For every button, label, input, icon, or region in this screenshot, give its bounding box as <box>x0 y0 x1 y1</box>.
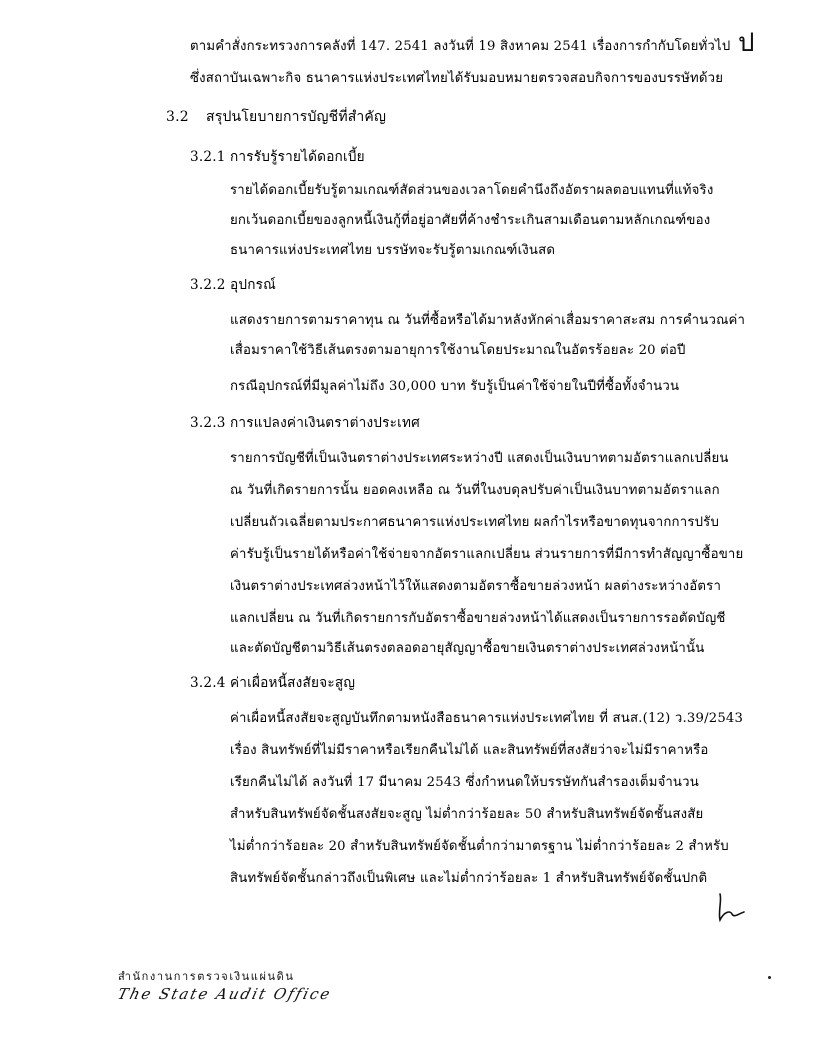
footer-thai: สำนักงานการตรวจเงินแผ่นดิน <box>118 970 295 983</box>
subsection-heading <box>190 148 365 166</box>
subsection-title: การแปลงค่าเงินตราต่างประเทศ <box>230 415 420 431</box>
intro-line: ตามคำสั่งกระทรวงการคลังที่ 147. 2541 ลงวันที่ 19 สิงหาคม 2541 เรื่องการกำกับโดยทั่วไป <box>190 39 731 54</box>
paragraph-line: กรณีอุปกรณ์ที่มีมูลค่าไม่ถึง 30,000 บาท รับรู้เป็นค่าใช้จ่ายในปีที่ซื้อทั้งจำนวน <box>230 379 680 394</box>
paragraph-line: เรียกคืนไม่ได้ ลงวันที่ 17 มีนาคม 2543 ซึ่งกำหนดให้บรรษัทกันสำรองเต็มจำนวน <box>230 775 699 790</box>
subsection-number: 3.2.2 <box>190 277 226 293</box>
handwritten-initial-icon <box>712 890 748 926</box>
paragraph-line: แสดงรายการตามราคาทุน ณ วันที่ซื้อหรือได้มาหลังหักค่าเสื่อมราคาสะสม การคำนวณค่า <box>230 313 746 328</box>
paragraph-line: แลกเปลี่ยน ณ วันที่เกิดรายการกับอัตราซื้อขายล่วงหน้าได้แสดงเป็นรายการรอตัดบัญชี <box>230 611 726 626</box>
subsection-number: 3.2.3 <box>190 415 226 431</box>
paragraph-line: และตัดบัญชีตามวิธีเส้นตรงตลอดอายุสัญญาซื้อขายเงินตราต่างประเทศล่วงหน้านั้น <box>230 641 705 656</box>
footer-english: The State Audit Office <box>115 985 334 1003</box>
subsection-number: 3.2.4 <box>190 675 226 691</box>
paragraph-line: สินทรัพย์จัดชั้นกล่าวถึงเป็นพิเศษ และไม่ต่ำกว่าร้อยละ 1 สำหรับสินทรัพย์จัดชั้นปกติ <box>230 871 708 886</box>
paragraph-line: รายได้ดอกเบี้ยรับรู้ตามเกณฑ์สัดส่วนของเวลาโดยคำนึงถึงอัตราผลตอบแทนที่แท้จริง <box>230 183 714 198</box>
paragraph-line: เปลี่ยนถัวเฉลี่ยตามประกาศธนาคารแห่งประเทศไทย ผลกำไรหรือขาดทุนจากการปรับ <box>230 515 720 530</box>
paragraph-line: เสื่อมราคาใช้วิธีเส้นตรงตามอายุการใช้งานโดยประมาณในอัตรร้อยละ 20 ต่อปี <box>230 343 686 358</box>
subsection-heading <box>190 414 420 432</box>
paragraph-line: รายการบัญชีที่เป็นเงินตราต่างประเทศระหว่างปี แสดงเป็นเงินบาทตามอัตราแลกเปลี่ยน <box>230 451 729 466</box>
subsection-title: ค่าเผื่อหนี้สงสัยจะสูญ <box>230 675 356 691</box>
speck <box>768 976 771 979</box>
paragraph-line: สำหรับสินทรัพย์จัดชั้นสงสัยจะสูญ ไม่ต่ำกว่าร้อยละ 50 สำหรับสินทรัพย์จัดชั้นสงสัย <box>230 807 704 822</box>
paragraph-line: เรื่อง สินทรัพย์ที่ไม่มีราคาหรือเรียกคืนไม่ได้ และสินทรัพย์ที่สงสัยว่าจะไม่มีราคาหรือ <box>230 743 709 758</box>
paragraph-line: ค่าเผื่อหนี้สงสัยจะสูญบันทึกตามหนังสือธนาคารแห่งประเทศไทย ที่ สนส.(12) ว.39/2543 <box>230 711 744 726</box>
paragraph-line: ค่ารับรู้เป็นรายได้หรือค่าใช้จ่ายจากอัตราแลกเปลี่ยน ส่วนรายการที่มีการทำสัญญาซื้อขาย <box>230 547 744 562</box>
intro-line: ซึ่งสถาบันเฉพาะกิจ ธนาคารแห่งประเทศไทยได้รับมอบหมายตรวจสอบกิจการของบรรษัทด้วย <box>190 71 724 86</box>
subsection-heading <box>190 674 355 692</box>
subsection-title: อุปกรณ์ <box>230 277 276 293</box>
footer-stamp <box>115 970 334 1004</box>
paragraph-line: ธนาคารแห่งประเทศไทย บรรษัทจะรับรู้ตามเกณฑ์เงินสด <box>230 243 556 258</box>
subsection-heading <box>190 276 276 294</box>
paragraph-line: ยกเว้นดอกเบี้ยของลูกหนี้เงินกู้ที่อยู่อาศัยที่ค้างชำระเกินสามเดือนตามหลักเกณฑ์ของ <box>230 213 711 228</box>
subsection-title: การรับรู้รายได้ดอกเบี้ย <box>230 149 365 165</box>
section-number: 3.2 <box>166 109 189 125</box>
section-title: สรุปนโยบายการบัญชีที่สำคัญ <box>206 109 387 125</box>
paragraph-line: ณ วันที่เกิดรายการนั้น ยอดคงเหลือ ณ วันที่ในงบดุลปรับค่าเป็นเงินบาทตามอัตราแลก <box>230 483 720 498</box>
handwritten-page-mark: ป <box>738 28 755 58</box>
section-heading <box>166 108 386 126</box>
paragraph-line: เงินตราต่างประเทศล่วงหน้าไว้ให้แสดงตามอัตราซื้อขายล่วงหน้า ผลต่างระหว่างอัตรา <box>230 579 722 594</box>
subsection-number: 3.2.1 <box>190 149 226 165</box>
paragraph-line: ไม่ต่ำกว่าร้อยละ 20 สำหรับสินทรัพย์จัดชั้นต่ำกว่ามาตรฐาน ไม่ต่ำกว่าร้อยละ 2 สำหรับ <box>230 839 729 854</box>
